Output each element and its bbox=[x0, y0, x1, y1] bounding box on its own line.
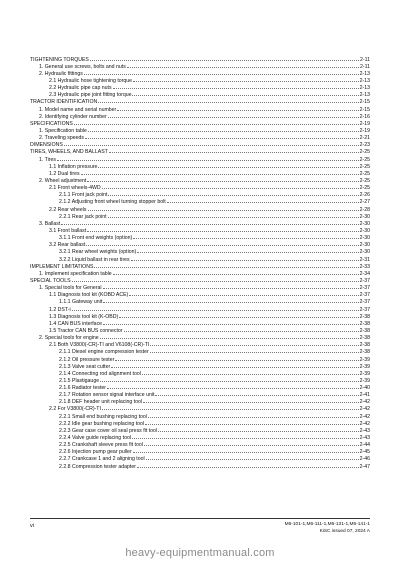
toc-entry-label: 2.1.4 Connecting rod alignment tool bbox=[59, 370, 141, 377]
toc-entry[interactable] bbox=[30, 305, 370, 312]
toc-entry[interactable] bbox=[30, 326, 370, 333]
toc-entry[interactable] bbox=[30, 269, 370, 276]
toc-entry-label: 1.2 DST-i bbox=[49, 306, 71, 313]
toc-entry-page: 2-16 bbox=[359, 113, 370, 120]
footer-model-list: M6-101-1,M6-111-1,M6-131-1,M6-141-1 bbox=[284, 522, 370, 527]
toc-entry[interactable] bbox=[30, 162, 370, 169]
toc-entry-page: 2-21 bbox=[359, 135, 370, 141]
toc-entry-page: 2-44 bbox=[359, 442, 370, 448]
toc-entry-page: 2-38 bbox=[359, 342, 370, 348]
toc-dot-leader bbox=[102, 405, 359, 411]
toc-entry[interactable] bbox=[30, 355, 370, 362]
toc-entry[interactable] bbox=[30, 412, 370, 419]
toc-dot-leader bbox=[131, 255, 359, 261]
toc-entry-label: SPECIAL TOOLS bbox=[30, 277, 71, 284]
toc-entry-page: 2-15 bbox=[359, 106, 370, 113]
toc-entry-label: 3.2.1 Rear wheel weights (option) bbox=[59, 249, 137, 255]
toc-entry[interactable] bbox=[30, 441, 370, 448]
toc-entry[interactable] bbox=[30, 291, 370, 298]
toc-entry-page: 2-30 bbox=[359, 235, 370, 241]
toc-entry-page: 2-38 bbox=[359, 335, 370, 341]
toc-entry-page: 2-19 bbox=[359, 120, 370, 127]
toc-entry-label: 2.1 Hydraulic hose tightening torque bbox=[49, 78, 133, 84]
toc-entry-page: 2-37 bbox=[359, 306, 370, 313]
toc-dot-leader bbox=[100, 376, 359, 382]
toc-dot-leader bbox=[87, 176, 358, 182]
toc-dot-leader bbox=[111, 362, 358, 368]
toc-entry[interactable] bbox=[30, 84, 370, 91]
toc-entry[interactable] bbox=[30, 369, 370, 376]
toc-entry[interactable] bbox=[30, 55, 370, 62]
toc-entry[interactable] bbox=[30, 333, 370, 340]
footer-issue-date: KiSC issued 07, 2024 A bbox=[319, 529, 370, 534]
toc-entry-page: 2-11 bbox=[360, 56, 370, 63]
toc-dot-leader bbox=[94, 262, 358, 268]
toc-dot-leader bbox=[102, 184, 359, 190]
toc-dot-leader bbox=[74, 119, 359, 125]
toc-dot-leader bbox=[150, 348, 359, 354]
toc-dot-leader bbox=[107, 383, 359, 389]
toc-entry-page: 2-40 bbox=[359, 385, 370, 391]
toc-entry-page: 2-13 bbox=[359, 78, 370, 84]
toc-dot-leader bbox=[103, 284, 359, 290]
toc-entry-page: 2-15 bbox=[359, 99, 370, 105]
toc-dot-leader bbox=[84, 69, 359, 75]
toc-entry-page: 2-46 bbox=[359, 456, 370, 463]
toc-entry-label: 1. Tires bbox=[39, 156, 57, 163]
toc-entry-label: IMPLEMENT LIMITATIONS bbox=[30, 263, 94, 270]
toc-dot-leader bbox=[113, 269, 359, 275]
toc-entry-label: 1. Implement specification table bbox=[39, 270, 112, 277]
toc-entry-page: 2-38 bbox=[359, 349, 370, 355]
toc-entry[interactable] bbox=[30, 219, 370, 226]
toc-entry-page: 2-34 bbox=[359, 270, 370, 277]
toc-dot-leader bbox=[150, 341, 358, 347]
toc-dot-leader bbox=[133, 448, 359, 454]
toc-dot-leader bbox=[64, 141, 359, 147]
toc-entry[interactable] bbox=[30, 255, 370, 262]
toc-dot-leader bbox=[133, 76, 359, 82]
toc-entry-label: 2.1.1 Diesel engine compression tester bbox=[59, 349, 149, 355]
toc-entry-page: 2-37 bbox=[359, 285, 370, 291]
toc-entry[interactable] bbox=[30, 419, 370, 426]
toc-entry[interactable] bbox=[30, 191, 370, 198]
toc-dot-leader bbox=[103, 319, 359, 325]
toc-entry-label: TIRES, WHEELS, AND BALLAST bbox=[30, 149, 108, 155]
toc-entry-label: 1.5 Tractor CAN BUS connector bbox=[49, 327, 123, 334]
toc-entry-page: 2-30 bbox=[359, 213, 370, 220]
toc-entry[interactable] bbox=[30, 98, 370, 105]
toc-entry[interactable] bbox=[30, 69, 370, 76]
toc-entry-page: 2-43 bbox=[359, 427, 370, 434]
toc-entry-label: 2.2.2 Idle gear bushing replacing tool bbox=[59, 420, 145, 427]
toc-entry-label: 2. Wheel adjustment bbox=[39, 177, 87, 184]
toc-entry-label: 2.1.7 Rotation sensor signal interface unit bbox=[59, 392, 155, 398]
toc-dot-leader bbox=[61, 219, 358, 225]
toc-dot-leader bbox=[129, 291, 358, 297]
toc-dot-leader bbox=[98, 98, 358, 104]
toc-entry-page: 2-30 bbox=[359, 249, 370, 255]
footer-divider bbox=[30, 518, 370, 519]
toc-dot-leader bbox=[127, 62, 359, 68]
toc-dot-leader bbox=[57, 155, 359, 161]
toc-entry-label: 2.2 Hydraulic pipe cap nuts bbox=[49, 85, 112, 91]
toc-entry[interactable] bbox=[30, 383, 370, 390]
toc-entry[interactable] bbox=[30, 312, 370, 319]
toc-entry-page: 2-45 bbox=[359, 449, 370, 455]
toc-entry-page: 2-37 bbox=[359, 277, 370, 284]
toc-entry-page: 2-30 bbox=[359, 242, 370, 248]
toc-entry-page: 2-23 bbox=[359, 142, 370, 148]
toc-entry-label: 1.2 Dual tires bbox=[49, 170, 80, 177]
toc-entry-page: 2-38 bbox=[359, 320, 370, 327]
toc-entry[interactable] bbox=[30, 134, 370, 141]
toc-entry[interactable] bbox=[30, 448, 370, 455]
toc-entry-label: 1.1 Diagnosis tool kit (KOBD ACE) bbox=[49, 292, 129, 298]
toc-entry[interactable] bbox=[30, 141, 370, 148]
toc-dot-leader bbox=[72, 305, 359, 311]
toc-entry-label: 2. Traveling speeds bbox=[39, 135, 84, 141]
toc-dot-leader bbox=[108, 191, 358, 197]
toc-dot-leader bbox=[113, 84, 359, 90]
toc-entry[interactable] bbox=[30, 198, 370, 205]
toc-dot-leader bbox=[119, 312, 358, 318]
toc-entry[interactable] bbox=[30, 319, 370, 326]
toc-entry[interactable] bbox=[30, 226, 370, 233]
toc-dot-leader bbox=[109, 148, 359, 154]
toc-entry-label: 3.1 Front ballast bbox=[49, 227, 87, 234]
toc-entry-label: 2. Hydraulic fittings bbox=[39, 70, 83, 77]
toc-entry-page: 2-25 bbox=[359, 177, 370, 184]
toc-entry-page: 2-25 bbox=[359, 185, 370, 191]
toc-entry-label: 1.3 Diagnosis tool kit (K-OBD) bbox=[49, 313, 119, 320]
toc-entry-page: 2-13 bbox=[359, 70, 370, 77]
toc-entry-page: 2-37 bbox=[359, 292, 370, 298]
toc-dot-leader bbox=[137, 462, 359, 468]
toc-entry-page: 2-39 bbox=[359, 377, 370, 384]
toc-entry[interactable] bbox=[30, 341, 370, 348]
toc-entry-label: 2.1.1 Front jack point bbox=[59, 192, 108, 198]
toc-entry[interactable] bbox=[30, 405, 370, 412]
toc-entry-page: 2-42 bbox=[359, 420, 370, 427]
toc-entry-page: 2-37 bbox=[359, 299, 370, 305]
toc-entry-label: 1. Special tools for General bbox=[39, 285, 102, 291]
toc-entry-page: 2-31 bbox=[359, 256, 370, 263]
toc-entry-page: 2-13 bbox=[359, 85, 370, 91]
toc-entry[interactable] bbox=[30, 426, 370, 433]
toc-entry-page: 2-42 bbox=[359, 399, 370, 405]
toc-dot-leader bbox=[143, 398, 359, 404]
toc-entry-label: TIGHTENING TORQUES bbox=[30, 56, 89, 63]
toc-entry[interactable] bbox=[30, 234, 370, 241]
toc-entry-page: 2-25 bbox=[359, 163, 370, 170]
toc-entry-page: 2-30 bbox=[359, 227, 370, 234]
toc-entry[interactable] bbox=[30, 176, 370, 183]
toc-entry-label: 1. General use screws, bolts and nuts bbox=[39, 63, 126, 70]
toc-entry-label: 3.2.2 Liquid ballast in rear tires bbox=[59, 256, 130, 263]
toc-entry-page: 2-27 bbox=[359, 199, 370, 205]
toc-entry-label: 2.2.7 Crankcase 1 and 2 aligning tool bbox=[59, 456, 145, 463]
toc-entry[interactable] bbox=[30, 455, 370, 462]
toc-entry[interactable] bbox=[30, 62, 370, 69]
toc-dot-leader bbox=[155, 391, 358, 397]
toc-entry[interactable] bbox=[30, 212, 370, 219]
toc-entry-page: 2-25 bbox=[359, 156, 370, 163]
toc-entry-label: SPECIFICATIONS bbox=[30, 120, 73, 127]
toc-entry[interactable] bbox=[30, 298, 370, 305]
toc-entry-label: 2. Special tools for engine bbox=[39, 335, 99, 341]
toc-dot-leader bbox=[86, 241, 358, 247]
toc-entry-label: 2.2.1 Small end bushing replacing tool bbox=[59, 413, 147, 420]
toc-entry-label: 2.1.3 Valve seat cutter bbox=[59, 363, 111, 370]
toc-entry[interactable] bbox=[30, 284, 370, 291]
toc-entry-page: 2-39 bbox=[359, 363, 370, 370]
toc-entry-page: 2-38 bbox=[359, 313, 370, 320]
toc-entry-page: 2-25 bbox=[359, 149, 370, 155]
toc-dot-leader bbox=[158, 426, 359, 432]
toc-entry-label: 3.1.1 Front end weights (option) bbox=[59, 235, 133, 241]
toc-dot-leader bbox=[115, 355, 358, 361]
toc-entry-page: 2-26 bbox=[359, 192, 370, 198]
toc-entry-label: 2.1 Both V3800(-CR)-TI and V6108(-CR)-TI bbox=[49, 342, 150, 348]
toc-entry[interactable] bbox=[30, 462, 370, 469]
toc-dot-leader bbox=[100, 333, 359, 339]
toc-entry-page: 2-42 bbox=[359, 406, 370, 413]
toc-entry-label: 2.1.6 Radiator tester bbox=[59, 385, 107, 391]
toc-dot-leader bbox=[87, 226, 358, 232]
toc-dot-leader bbox=[142, 369, 359, 375]
toc-entry-label: 2.2 For V3800(-CR)-TI bbox=[49, 406, 101, 413]
toc-entry[interactable] bbox=[30, 105, 370, 112]
table-of-contents bbox=[30, 55, 370, 469]
toc-entry-page: 2-38 bbox=[359, 327, 370, 334]
toc-dot-leader bbox=[146, 455, 359, 461]
toc-entry[interactable] bbox=[30, 376, 370, 383]
toc-entry-page: 2-43 bbox=[359, 435, 370, 441]
toc-entry[interactable] bbox=[30, 362, 370, 369]
toc-entry-label: 2.2 Rear wheels bbox=[49, 206, 87, 213]
toc-entry[interactable] bbox=[30, 348, 370, 355]
toc-entry-page: 2-25 bbox=[359, 170, 370, 177]
toc-entry[interactable] bbox=[30, 205, 370, 212]
toc-dot-leader bbox=[90, 55, 359, 61]
toc-entry-label: 1. Specification table bbox=[39, 128, 87, 134]
toc-entry-page: 2-13 bbox=[359, 92, 370, 98]
toc-entry-page: 2-41 bbox=[359, 392, 370, 398]
toc-dot-leader bbox=[85, 134, 359, 140]
toc-entry-label: 1.1.1 Gateway unit bbox=[59, 299, 103, 305]
toc-dot-leader bbox=[103, 298, 358, 304]
toc-dot-leader bbox=[145, 419, 359, 425]
toc-entry-label: 2.2.8 Compression tester adapter bbox=[59, 463, 136, 470]
toc-dot-leader bbox=[132, 91, 358, 97]
toc-entry[interactable] bbox=[30, 184, 370, 191]
toc-entry-page: 2-30 bbox=[359, 220, 370, 227]
toc-entry-page: 2-39 bbox=[359, 370, 370, 377]
toc-entry-label: 2.1.2 Adjusting front wheel turning stopper bolt bbox=[59, 199, 166, 205]
toc-entry-label: 3. Ballast bbox=[39, 220, 61, 227]
toc-entry[interactable] bbox=[30, 148, 370, 155]
toc-dot-leader bbox=[88, 126, 359, 132]
toc-dot-leader bbox=[117, 105, 358, 111]
toc-dot-leader bbox=[108, 112, 359, 118]
toc-entry-label: 2.1.8 DEF header unit replacing tool bbox=[59, 399, 143, 405]
toc-dot-leader bbox=[88, 205, 359, 211]
toc-entry[interactable] bbox=[30, 119, 370, 126]
toc-entry-label: 2. Identifying cylinder number bbox=[39, 113, 107, 120]
toc-entry[interactable] bbox=[30, 248, 370, 255]
toc-dot-leader bbox=[98, 162, 358, 168]
toc-dot-leader bbox=[148, 412, 359, 418]
toc-entry-page: 2-19 bbox=[359, 128, 370, 134]
toc-entry[interactable] bbox=[30, 91, 370, 98]
toc-dot-leader bbox=[72, 276, 359, 282]
toc-entry[interactable] bbox=[30, 76, 370, 83]
toc-entry-label: 3.2 Rear ballast bbox=[49, 242, 86, 248]
toc-entry-label: DIMENSIONS bbox=[30, 142, 63, 148]
toc-entry-label: 2.2.1 Rear jack point bbox=[59, 213, 107, 220]
toc-entry-label: TRACTOR IDENTIFICATION bbox=[30, 99, 98, 105]
toc-dot-leader bbox=[167, 198, 359, 204]
toc-entry-page: 2-33 bbox=[359, 263, 370, 270]
toc-dot-leader bbox=[133, 234, 358, 240]
toc-entry-label: 2.2.3 Gear case cover oil seal press fit tool bbox=[59, 427, 158, 434]
toc-dot-leader bbox=[144, 441, 359, 447]
toc-entry-page: 2-11 bbox=[360, 63, 370, 70]
toc-entry-page: 2-42 bbox=[359, 413, 370, 420]
toc-entry[interactable] bbox=[30, 169, 370, 176]
toc-entry-label: 2.1.5 Plastigauge bbox=[59, 377, 100, 384]
toc-entry[interactable] bbox=[30, 433, 370, 440]
toc-dot-leader bbox=[132, 433, 359, 439]
toc-entry[interactable] bbox=[30, 112, 370, 119]
toc-entry-label: 2.2.5 Crankshaft sleeve press fit tool bbox=[59, 442, 143, 448]
toc-entry[interactable] bbox=[30, 155, 370, 162]
watermark: heavy-equipmentmanual.com bbox=[125, 547, 275, 559]
toc-dot-leader bbox=[124, 326, 359, 332]
toc-entry[interactable] bbox=[30, 276, 370, 283]
toc-entry-label: 1.1 Inflation pressure bbox=[49, 163, 98, 170]
toc-dot-leader bbox=[81, 169, 359, 175]
toc-entry-label: 1. Model name and serial number bbox=[39, 106, 117, 113]
toc-entry-page: 2-28 bbox=[359, 206, 370, 213]
toc-entry[interactable] bbox=[30, 398, 370, 405]
toc-entry[interactable] bbox=[30, 126, 370, 133]
toc-entry[interactable] bbox=[30, 262, 370, 269]
toc-dot-leader bbox=[108, 212, 359, 218]
toc-entry-page: 2-47 bbox=[359, 463, 370, 470]
toc-entry-label: 2.2.4 Valve guide replacing tool bbox=[59, 435, 132, 441]
toc-entry[interactable] bbox=[30, 391, 370, 398]
toc-entry-label: 1.4 CAN BUS interface bbox=[49, 320, 103, 327]
toc-entry[interactable] bbox=[30, 241, 370, 248]
toc-entry-page: 2-39 bbox=[359, 356, 370, 363]
toc-entry-label: 2.3 Hydraulic pipe joint fitting torque bbox=[49, 92, 132, 98]
toc-entry-label: 2.1 Front wheels-4WD bbox=[49, 185, 101, 191]
page-number: vi bbox=[30, 523, 34, 529]
toc-entry-label: 2.2.6 Injection pump gear puller bbox=[59, 449, 132, 455]
toc-dot-leader bbox=[137, 248, 358, 254]
toc-entry-label: 2.1.2 Oil pressure tester bbox=[59, 356, 115, 363]
